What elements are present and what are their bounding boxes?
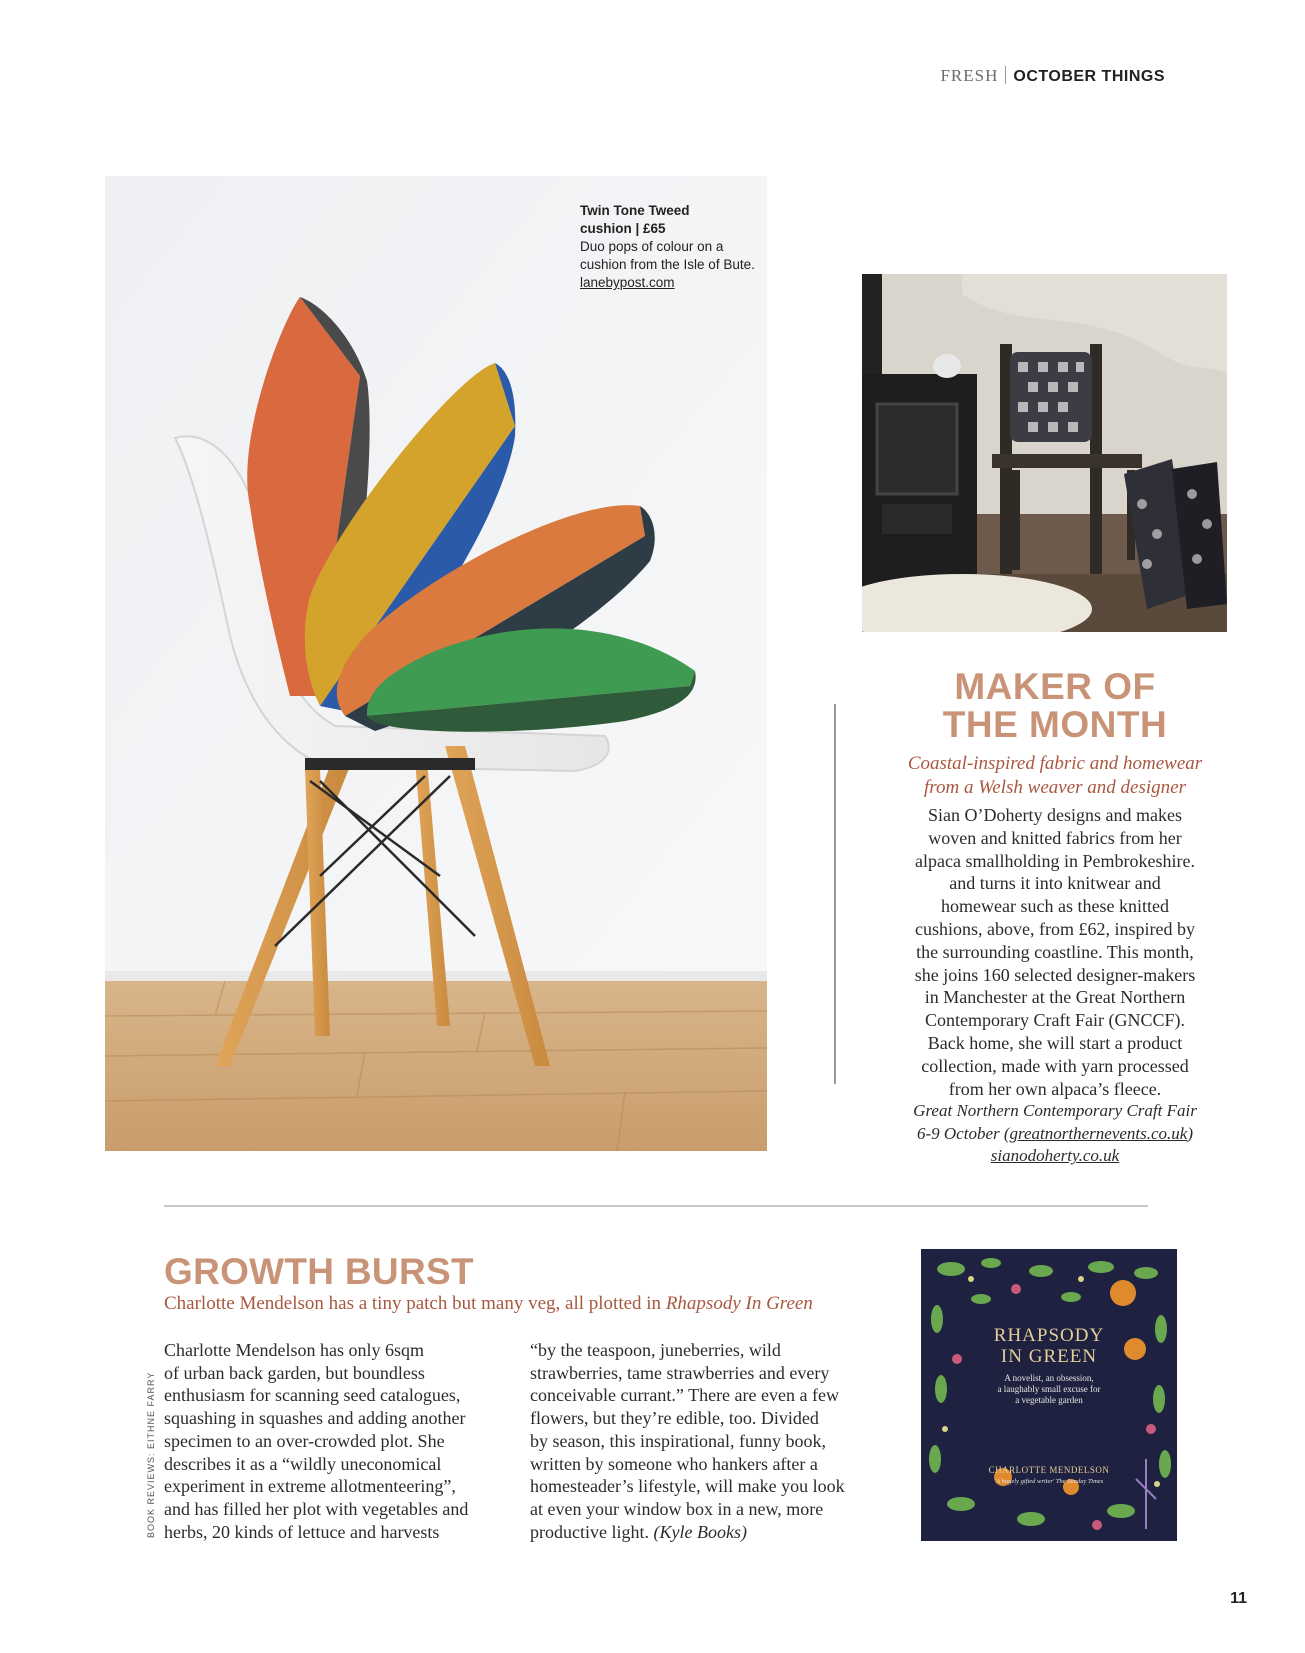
maker-heading: [898, 668, 1212, 744]
body-line: she joins 160 selected designer-makers: [914, 964, 1196, 985]
book-title-line2: IN GREEN: [1000, 1346, 1098, 1367]
body-line: homewear such as these knitted: [941, 896, 1169, 917]
text-line: written by someone who hankers after a: [530, 1453, 818, 1474]
maker-deck-line1: Coastal-inspired fabric and homewear: [907, 753, 1203, 774]
maker-website-link[interactable]: sianodoherty.co.uk: [990, 1146, 1120, 1166]
caption-title: Twin Tone Tweed: [580, 203, 690, 218]
caption-description: Duo pops of colour on a cushion from the Isle of Bute.: [580, 239, 755, 272]
section-label: FRESH: [940, 66, 999, 85]
maker-heading-line1: MAKER OF: [954, 666, 1156, 707]
text-line: strawberries, tame strawberries and every: [530, 1362, 830, 1383]
event-close: ): [1187, 1123, 1194, 1143]
running-header: [940, 66, 1165, 86]
body-line: cushions, above, from £62, inspired by: [915, 918, 1195, 939]
maker-of-the-month: [898, 668, 1212, 1168]
growth-deck-text: Charlotte Mendelson has a tiny patch but many veg, all plotted in: [164, 1293, 666, 1314]
book-cover: [921, 1249, 1177, 1541]
text-line: squashing in squashes and adding another: [164, 1408, 466, 1429]
caption-price: cushion | £65: [580, 221, 666, 236]
chair-cushions-photo: [105, 176, 767, 1151]
caption-link[interactable]: lanebypost.com: [580, 275, 675, 290]
text-line: flowers, but they’re edible, too. Divided: [530, 1408, 819, 1429]
text-line: by season, this inspirational, funny book,: [530, 1430, 826, 1451]
event-link[interactable]: greatnorthernevents.co.uk: [1009, 1123, 1188, 1143]
text-line: enthusiasm for scanning seed catalogues,: [164, 1385, 461, 1406]
maker-heading-line2: THE MONTH: [942, 704, 1168, 745]
vertical-divider: [834, 704, 836, 1084]
stove-chair-photo: [862, 274, 1227, 632]
body-line: woven and knitted fabrics from her: [928, 827, 1182, 848]
review-credit: BOOK REVIEWS: EITHNE FARRY: [146, 1371, 156, 1538]
book-subtitle: [921, 1373, 1177, 1406]
growth-heading: GROWTH BURST: [164, 1251, 474, 1292]
product-caption: [580, 202, 770, 292]
book-title-line1: RHAPSODY: [993, 1325, 1105, 1346]
maker-deck: [898, 752, 1212, 800]
body-line: collection, made with yarn processed: [921, 1055, 1189, 1076]
text-line-end: productive light.: [530, 1521, 654, 1542]
body-line: Back home, she will start a product: [927, 1032, 1183, 1053]
topic-label: OCTOBER THINGS: [1013, 68, 1165, 85]
book-title: [921, 1325, 1177, 1367]
publisher: (Kyle Books): [653, 1521, 747, 1542]
text-line: conceivable currant.” There are even a few: [530, 1385, 839, 1406]
book-subtitle-line1: A novelist, an obsession,: [1004, 1373, 1094, 1383]
text-line: Charlotte Mendelson has only 6sqm: [164, 1340, 424, 1360]
review-column-1: [164, 1339, 504, 1543]
text-line: “by the teaspoon, juneberries, wild: [530, 1340, 781, 1360]
text-line: and has filled her plot with vegetables and: [164, 1498, 469, 1519]
body-line: from her own alpaca’s fleece.: [948, 1078, 1162, 1099]
body-line: alpaca smallholding in Pembrokeshire.: [915, 850, 1195, 871]
body-line: Sian O’Doherty designs and makes: [928, 805, 1182, 825]
text-line: homesteader’s lifestyle, will make you look: [530, 1476, 845, 1497]
growth-deck: [164, 1292, 813, 1316]
event-dates: 6-9 October (: [916, 1123, 1010, 1143]
book-subtitle-line2: a laughably small excuse for: [997, 1384, 1101, 1394]
maker-body: [898, 804, 1212, 1100]
text-line: [530, 1521, 875, 1544]
body-line: Contemporary Craft Fair (GNCCF).: [925, 1010, 1185, 1031]
text-line: herbs, 20 kinds of lettuce and harvests: [164, 1521, 440, 1542]
review-column-2: [530, 1339, 875, 1543]
body-line: and turns it into knitwear and: [949, 873, 1161, 894]
growth-deck-book: Rhapsody In Green: [665, 1293, 813, 1314]
text-line: describes it as a “wildly uneconomical: [164, 1453, 442, 1474]
event-dates-line: [898, 1123, 1212, 1146]
body-line: the surrounding coastline. This month,: [916, 941, 1194, 962]
event-info: [898, 1100, 1212, 1168]
maker-deck-line2: from a Welsh weaver and designer: [924, 777, 1186, 798]
text-line: at even your window box in a new, more: [530, 1498, 824, 1519]
caption-text: [580, 238, 770, 292]
header-divider: [1005, 66, 1006, 84]
body-line: in Manchester at the Great Northern: [924, 987, 1186, 1008]
event-name: Great Northern Contemporary Craft Fair: [913, 1101, 1197, 1121]
text-line: specimen to an over-crowded plot. She: [164, 1430, 445, 1451]
book-quote: 'A hugely gifted writer' The Sunday Times: [994, 1478, 1104, 1485]
text-line: of urban back garden, but boundless: [164, 1362, 425, 1383]
section-divider: [164, 1205, 1148, 1207]
text-line: experiment in extreme allotmenteering”,: [164, 1476, 456, 1497]
book-author: CHARLOTTE MENDELSON: [988, 1465, 1110, 1475]
book-subtitle-line3: a vegetable garden: [1015, 1395, 1083, 1405]
page-number: 11: [1230, 1590, 1247, 1607]
